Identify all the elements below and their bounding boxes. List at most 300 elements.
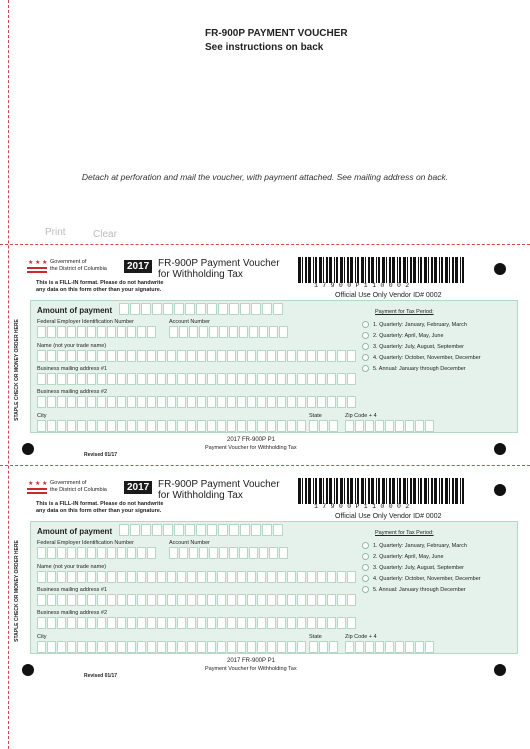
input-cell[interactable] <box>309 641 318 653</box>
input-cell[interactable] <box>37 396 46 408</box>
input-cell[interactable] <box>247 641 256 653</box>
input-cell[interactable] <box>127 594 136 606</box>
input-cell[interactable] <box>227 571 236 583</box>
input-cell[interactable] <box>117 547 126 559</box>
input-cell[interactable] <box>327 571 336 583</box>
input-cell[interactable] <box>37 547 46 559</box>
input-cell[interactable] <box>247 594 256 606</box>
input-cell[interactable] <box>87 420 96 432</box>
input-cell[interactable] <box>107 350 116 362</box>
input-cell[interactable] <box>107 571 116 583</box>
input-cell[interactable] <box>107 396 116 408</box>
input-cell[interactable] <box>87 571 96 583</box>
input-cell[interactable] <box>187 594 196 606</box>
input-cell[interactable] <box>317 396 326 408</box>
input-cell[interactable] <box>37 571 46 583</box>
input-cell[interactable] <box>137 350 146 362</box>
input-cell[interactable] <box>217 373 226 385</box>
input-cell[interactable] <box>77 420 86 432</box>
input-cell[interactable] <box>87 617 96 629</box>
state-input[interactable] <box>309 641 338 653</box>
input-cell[interactable] <box>117 617 126 629</box>
input-cell[interactable] <box>127 420 136 432</box>
input-cell[interactable] <box>217 420 226 432</box>
address2-input[interactable] <box>37 396 356 408</box>
input-cell[interactable] <box>67 373 76 385</box>
input-cell[interactable] <box>179 326 188 338</box>
input-cell[interactable] <box>273 524 283 536</box>
input-cell[interactable] <box>405 420 414 432</box>
input-cell[interactable] <box>277 396 286 408</box>
input-cell[interactable] <box>174 524 184 536</box>
input-cell[interactable] <box>217 617 226 629</box>
input-cell[interactable] <box>327 617 336 629</box>
input-cell[interactable] <box>147 396 156 408</box>
input-cell[interactable] <box>217 396 226 408</box>
input-cell[interactable] <box>257 396 266 408</box>
input-cell[interactable] <box>277 641 286 653</box>
input-cell[interactable] <box>209 326 218 338</box>
radio-icon[interactable] <box>362 321 369 328</box>
input-cell[interactable] <box>77 326 86 338</box>
input-cell[interactable] <box>257 373 266 385</box>
input-cell[interactable] <box>141 524 151 536</box>
input-cell[interactable] <box>319 420 328 432</box>
input-cell[interactable] <box>157 420 166 432</box>
state-input[interactable] <box>309 420 338 432</box>
input-cell[interactable] <box>375 641 384 653</box>
input-cell[interactable] <box>67 420 76 432</box>
input-cell[interactable] <box>37 420 46 432</box>
input-cell[interactable] <box>251 524 261 536</box>
input-cell[interactable] <box>37 617 46 629</box>
input-cell[interactable] <box>137 571 146 583</box>
input-cell[interactable] <box>177 594 186 606</box>
input-cell[interactable] <box>207 396 216 408</box>
input-cell[interactable] <box>355 420 364 432</box>
input-cell[interactable] <box>77 641 86 653</box>
input-cell[interactable] <box>385 641 394 653</box>
input-cell[interactable] <box>167 420 176 432</box>
input-cell[interactable] <box>197 617 206 629</box>
input-cell[interactable] <box>137 326 146 338</box>
input-cell[interactable] <box>174 303 184 315</box>
input-cell[interactable] <box>57 594 66 606</box>
input-cell[interactable] <box>97 594 106 606</box>
fein-input[interactable] <box>37 326 156 338</box>
input-cell[interactable] <box>327 396 336 408</box>
input-cell[interactable] <box>163 303 173 315</box>
radio-icon[interactable] <box>362 564 369 571</box>
input-cell[interactable] <box>347 571 356 583</box>
input-cell[interactable] <box>229 524 239 536</box>
input-cell[interactable] <box>237 396 246 408</box>
input-cell[interactable] <box>207 641 216 653</box>
input-cell[interactable] <box>237 571 246 583</box>
input-cell[interactable] <box>67 326 76 338</box>
clear-button[interactable]: Clear <box>93 229 117 240</box>
input-cell[interactable] <box>127 571 136 583</box>
input-cell[interactable] <box>267 350 276 362</box>
input-cell[interactable] <box>67 571 76 583</box>
input-cell[interactable] <box>337 396 346 408</box>
input-cell[interactable] <box>67 547 76 559</box>
input-cell[interactable] <box>157 641 166 653</box>
input-cell[interactable] <box>329 420 338 432</box>
input-cell[interactable] <box>317 594 326 606</box>
input-cell[interactable] <box>157 373 166 385</box>
input-cell[interactable] <box>217 571 226 583</box>
input-cell[interactable] <box>249 547 258 559</box>
input-cell[interactable] <box>219 326 228 338</box>
input-cell[interactable] <box>87 547 96 559</box>
input-cell[interactable] <box>287 396 296 408</box>
input-cell[interactable] <box>137 373 146 385</box>
input-cell[interactable] <box>157 396 166 408</box>
input-cell[interactable] <box>207 350 216 362</box>
amount-input[interactable] <box>119 524 283 536</box>
period-option[interactable]: 2. Quarterly: April, May, June <box>362 553 444 560</box>
input-cell[interactable] <box>355 641 364 653</box>
input-cell[interactable] <box>267 373 276 385</box>
address1-input[interactable] <box>37 594 356 606</box>
radio-icon[interactable] <box>362 575 369 582</box>
input-cell[interactable] <box>227 373 236 385</box>
input-cell[interactable] <box>187 373 196 385</box>
input-cell[interactable] <box>247 396 256 408</box>
input-cell[interactable] <box>179 547 188 559</box>
name-input[interactable] <box>37 571 356 583</box>
input-cell[interactable] <box>207 524 217 536</box>
input-cell[interactable] <box>227 350 236 362</box>
input-cell[interactable] <box>157 594 166 606</box>
input-cell[interactable] <box>269 326 278 338</box>
input-cell[interactable] <box>157 350 166 362</box>
input-cell[interactable] <box>87 396 96 408</box>
input-cell[interactable] <box>167 594 176 606</box>
input-cell[interactable] <box>119 303 129 315</box>
input-cell[interactable] <box>207 373 216 385</box>
input-cell[interactable] <box>317 350 326 362</box>
period-option[interactable]: 4. Quarterly: October, November, December <box>362 354 481 361</box>
input-cell[interactable] <box>57 617 66 629</box>
input-cell[interactable] <box>117 350 126 362</box>
input-cell[interactable] <box>237 373 246 385</box>
input-cell[interactable] <box>57 396 66 408</box>
input-cell[interactable] <box>137 547 146 559</box>
print-button[interactable]: Print <box>45 227 66 238</box>
input-cell[interactable] <box>147 373 156 385</box>
input-cell[interactable] <box>337 617 346 629</box>
input-cell[interactable] <box>177 373 186 385</box>
input-cell[interactable] <box>317 373 326 385</box>
radio-icon[interactable] <box>362 553 369 560</box>
input-cell[interactable] <box>307 373 316 385</box>
input-cell[interactable] <box>279 547 288 559</box>
input-cell[interactable] <box>197 571 206 583</box>
input-cell[interactable] <box>177 396 186 408</box>
input-cell[interactable] <box>147 326 156 338</box>
input-cell[interactable] <box>199 547 208 559</box>
address1-input[interactable] <box>37 373 356 385</box>
radio-icon[interactable] <box>362 354 369 361</box>
input-cell[interactable] <box>385 420 394 432</box>
input-cell[interactable] <box>307 617 316 629</box>
input-cell[interactable] <box>259 547 268 559</box>
input-cell[interactable] <box>107 594 116 606</box>
input-cell[interactable] <box>47 350 56 362</box>
input-cell[interactable] <box>167 396 176 408</box>
input-cell[interactable] <box>77 594 86 606</box>
input-cell[interactable] <box>163 524 173 536</box>
input-cell[interactable] <box>273 303 283 315</box>
input-cell[interactable] <box>117 641 126 653</box>
input-cell[interactable] <box>147 420 156 432</box>
input-cell[interactable] <box>147 594 156 606</box>
input-cell[interactable] <box>152 524 162 536</box>
input-cell[interactable] <box>227 594 236 606</box>
period-option[interactable]: 3. Quarterly: July, August, September <box>362 564 464 571</box>
input-cell[interactable] <box>347 617 356 629</box>
input-cell[interactable] <box>365 420 374 432</box>
input-cell[interactable] <box>297 373 306 385</box>
input-cell[interactable] <box>229 326 238 338</box>
input-cell[interactable] <box>297 594 306 606</box>
account-input[interactable] <box>169 326 288 338</box>
input-cell[interactable] <box>279 326 288 338</box>
input-cell[interactable] <box>287 571 296 583</box>
input-cell[interactable] <box>405 641 414 653</box>
input-cell[interactable] <box>87 641 96 653</box>
input-cell[interactable] <box>47 396 56 408</box>
input-cell[interactable] <box>196 524 206 536</box>
input-cell[interactable] <box>237 641 246 653</box>
input-cell[interactable] <box>169 326 178 338</box>
input-cell[interactable] <box>237 617 246 629</box>
input-cell[interactable] <box>267 617 276 629</box>
input-cell[interactable] <box>47 420 56 432</box>
input-cell[interactable] <box>297 350 306 362</box>
input-cell[interactable] <box>317 571 326 583</box>
radio-icon[interactable] <box>362 332 369 339</box>
input-cell[interactable] <box>307 571 316 583</box>
input-cell[interactable] <box>147 350 156 362</box>
input-cell[interactable] <box>127 350 136 362</box>
input-cell[interactable] <box>237 420 246 432</box>
input-cell[interactable] <box>147 547 156 559</box>
input-cell[interactable] <box>207 571 216 583</box>
input-cell[interactable] <box>257 617 266 629</box>
input-cell[interactable] <box>127 547 136 559</box>
input-cell[interactable] <box>147 571 156 583</box>
city-input[interactable] <box>37 641 306 653</box>
input-cell[interactable] <box>257 420 266 432</box>
input-cell[interactable] <box>177 571 186 583</box>
input-cell[interactable] <box>97 326 106 338</box>
input-cell[interactable] <box>287 594 296 606</box>
input-cell[interactable] <box>287 641 296 653</box>
input-cell[interactable] <box>269 547 278 559</box>
input-cell[interactable] <box>169 547 178 559</box>
input-cell[interactable] <box>337 571 346 583</box>
input-cell[interactable] <box>415 641 424 653</box>
input-cell[interactable] <box>199 326 208 338</box>
input-cell[interactable] <box>137 641 146 653</box>
input-cell[interactable] <box>365 641 374 653</box>
input-cell[interactable] <box>77 373 86 385</box>
input-cell[interactable] <box>317 617 326 629</box>
input-cell[interactable] <box>147 641 156 653</box>
input-cell[interactable] <box>177 617 186 629</box>
input-cell[interactable] <box>57 350 66 362</box>
input-cell[interactable] <box>47 617 56 629</box>
input-cell[interactable] <box>67 350 76 362</box>
input-cell[interactable] <box>130 303 140 315</box>
input-cell[interactable] <box>187 396 196 408</box>
input-cell[interactable] <box>177 350 186 362</box>
input-cell[interactable] <box>127 641 136 653</box>
zip-input[interactable] <box>345 641 434 653</box>
input-cell[interactable] <box>247 571 256 583</box>
input-cell[interactable] <box>185 303 195 315</box>
input-cell[interactable] <box>117 396 126 408</box>
input-cell[interactable] <box>277 594 286 606</box>
input-cell[interactable] <box>167 350 176 362</box>
input-cell[interactable] <box>47 326 56 338</box>
input-cell[interactable] <box>207 303 217 315</box>
input-cell[interactable] <box>97 396 106 408</box>
period-option[interactable]: 3. Quarterly: July, August, September <box>362 343 464 350</box>
input-cell[interactable] <box>47 594 56 606</box>
input-cell[interactable] <box>327 373 336 385</box>
input-cell[interactable] <box>119 524 129 536</box>
input-cell[interactable] <box>247 350 256 362</box>
radio-icon[interactable] <box>362 365 369 372</box>
input-cell[interactable] <box>137 396 146 408</box>
period-option[interactable]: 1. Quarterly: January, February, March <box>362 542 467 549</box>
input-cell[interactable] <box>187 571 196 583</box>
input-cell[interactable] <box>287 617 296 629</box>
input-cell[interactable] <box>117 373 126 385</box>
period-option[interactable]: 2. Quarterly: April, May, June <box>362 332 444 339</box>
input-cell[interactable] <box>207 617 216 629</box>
input-cell[interactable] <box>37 350 46 362</box>
input-cell[interactable] <box>287 350 296 362</box>
input-cell[interactable] <box>227 617 236 629</box>
input-cell[interactable] <box>267 641 276 653</box>
input-cell[interactable] <box>237 594 246 606</box>
input-cell[interactable] <box>277 350 286 362</box>
input-cell[interactable] <box>219 547 228 559</box>
input-cell[interactable] <box>57 373 66 385</box>
input-cell[interactable] <box>196 303 206 315</box>
input-cell[interactable] <box>189 547 198 559</box>
input-cell[interactable] <box>329 641 338 653</box>
input-cell[interactable] <box>97 571 106 583</box>
input-cell[interactable] <box>107 617 116 629</box>
input-cell[interactable] <box>345 420 354 432</box>
input-cell[interactable] <box>47 547 56 559</box>
input-cell[interactable] <box>197 350 206 362</box>
input-cell[interactable] <box>127 373 136 385</box>
input-cell[interactable] <box>247 617 256 629</box>
input-cell[interactable] <box>217 641 226 653</box>
input-cell[interactable] <box>277 571 286 583</box>
input-cell[interactable] <box>218 524 228 536</box>
input-cell[interactable] <box>375 420 384 432</box>
input-cell[interactable] <box>107 641 116 653</box>
input-cell[interactable] <box>217 594 226 606</box>
input-cell[interactable] <box>297 641 306 653</box>
city-input[interactable] <box>37 420 306 432</box>
input-cell[interactable] <box>127 396 136 408</box>
input-cell[interactable] <box>185 524 195 536</box>
input-cell[interactable] <box>287 373 296 385</box>
input-cell[interactable] <box>57 547 66 559</box>
input-cell[interactable] <box>127 326 136 338</box>
input-cell[interactable] <box>257 594 266 606</box>
input-cell[interactable] <box>137 594 146 606</box>
input-cell[interactable] <box>57 571 66 583</box>
input-cell[interactable] <box>177 641 186 653</box>
input-cell[interactable] <box>197 641 206 653</box>
input-cell[interactable] <box>157 571 166 583</box>
input-cell[interactable] <box>57 326 66 338</box>
input-cell[interactable] <box>97 617 106 629</box>
input-cell[interactable] <box>209 547 218 559</box>
input-cell[interactable] <box>107 420 116 432</box>
input-cell[interactable] <box>177 420 186 432</box>
name-input[interactable] <box>37 350 356 362</box>
input-cell[interactable] <box>197 396 206 408</box>
input-cell[interactable] <box>307 350 316 362</box>
input-cell[interactable] <box>97 420 106 432</box>
amount-input[interactable] <box>119 303 283 315</box>
input-cell[interactable] <box>257 571 266 583</box>
input-cell[interactable] <box>189 326 198 338</box>
input-cell[interactable] <box>297 571 306 583</box>
input-cell[interactable] <box>327 350 336 362</box>
period-option[interactable]: 1. Quarterly: January, February, March <box>362 321 467 328</box>
radio-icon[interactable] <box>362 343 369 350</box>
input-cell[interactable] <box>197 420 206 432</box>
input-cell[interactable] <box>67 641 76 653</box>
input-cell[interactable] <box>127 617 136 629</box>
input-cell[interactable] <box>147 617 156 629</box>
input-cell[interactable] <box>327 594 336 606</box>
input-cell[interactable] <box>167 617 176 629</box>
input-cell[interactable] <box>117 571 126 583</box>
input-cell[interactable] <box>240 524 250 536</box>
input-cell[interactable] <box>395 420 404 432</box>
fein-input[interactable] <box>37 547 156 559</box>
input-cell[interactable] <box>262 524 272 536</box>
input-cell[interactable] <box>347 396 356 408</box>
input-cell[interactable] <box>337 594 346 606</box>
input-cell[interactable] <box>97 641 106 653</box>
input-cell[interactable] <box>277 420 286 432</box>
input-cell[interactable] <box>97 373 106 385</box>
input-cell[interactable] <box>287 420 296 432</box>
period-option[interactable]: 5. Annual: January through December <box>362 586 466 593</box>
input-cell[interactable] <box>425 420 434 432</box>
account-input[interactable] <box>169 547 288 559</box>
input-cell[interactable] <box>197 373 206 385</box>
input-cell[interactable] <box>167 373 176 385</box>
input-cell[interactable] <box>319 641 328 653</box>
input-cell[interactable] <box>137 617 146 629</box>
input-cell[interactable] <box>262 303 272 315</box>
